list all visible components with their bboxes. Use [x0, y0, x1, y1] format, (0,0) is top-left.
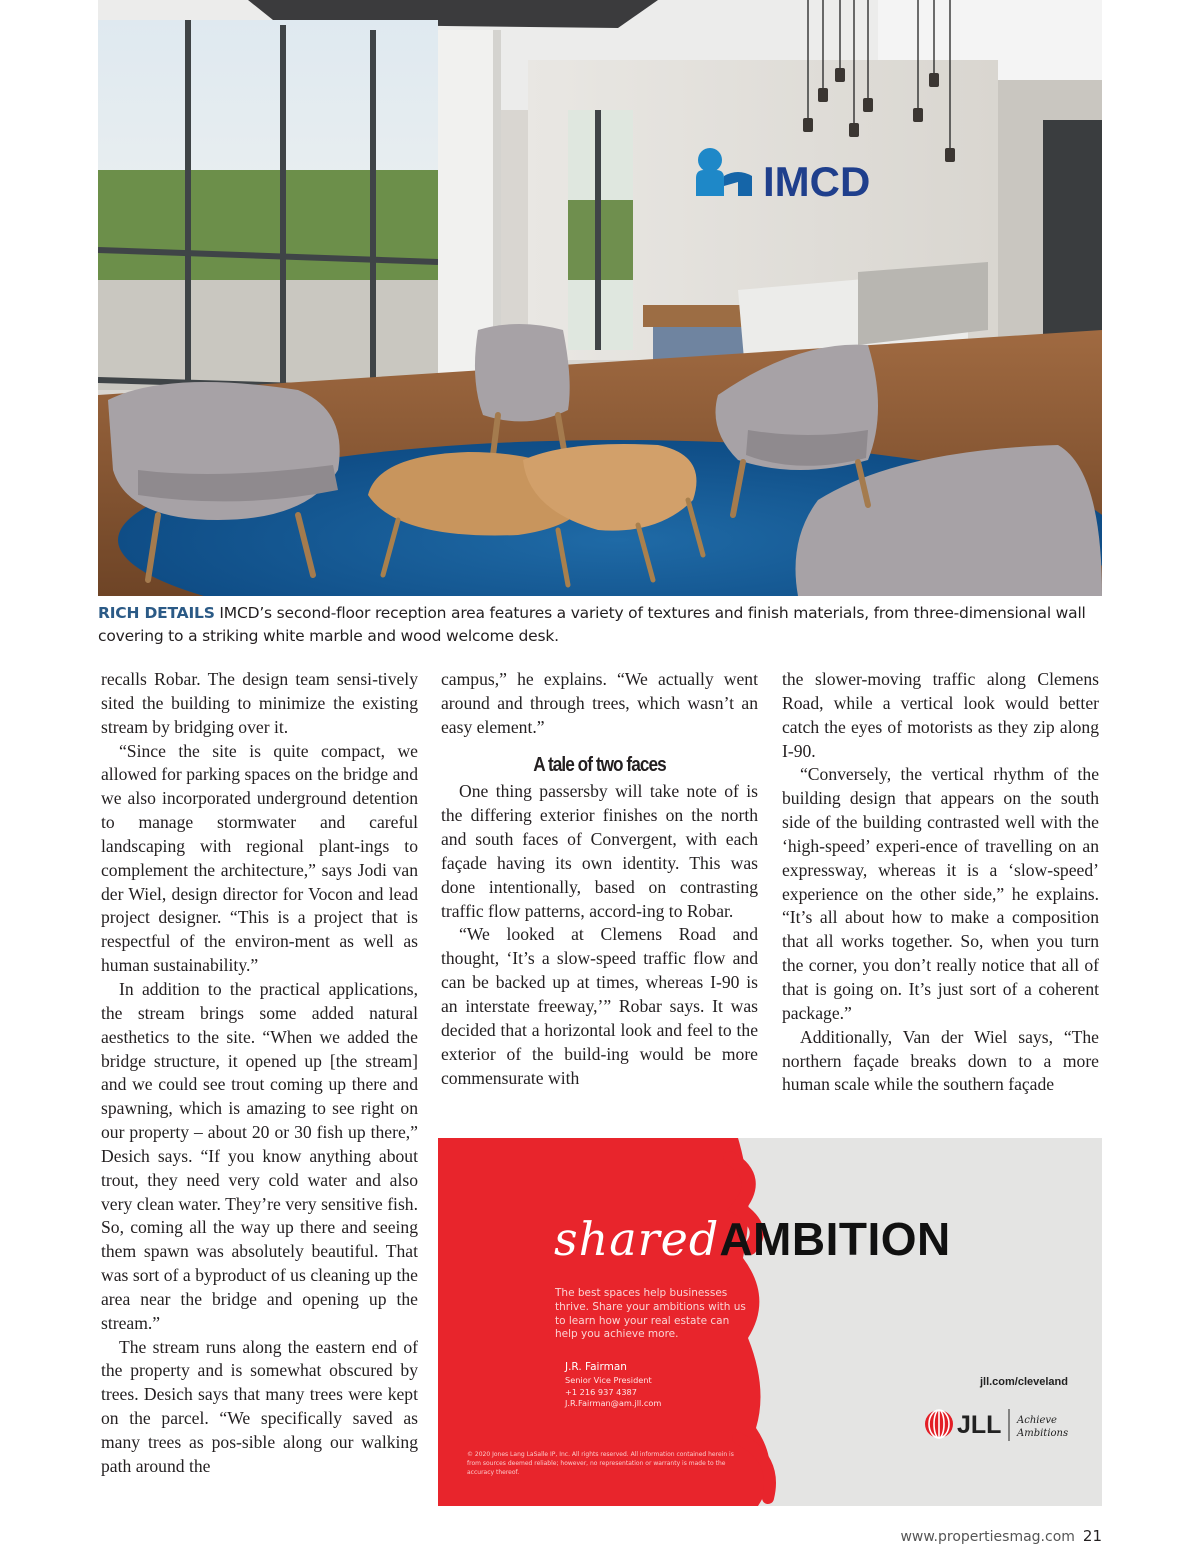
paragraph: recalls Robar. The design team sensi-tively sited the building to minimize the existing stream by bridging over it.	[101, 669, 418, 737]
section-subhead: A tale of two faces	[533, 753, 666, 776]
article-column-2	[441, 668, 758, 1090]
ad-legal-text: © 2020 Jones Lang LaSalle IP, Inc. All rights reserved. All information contained herein is from sources deemed reliable; however, no representation or warranty is made to the accuracy thereof.	[467, 1451, 734, 1476]
paragraph: “Since the site is quite compact, we allowed for parking spaces on the bridge and we also incorporated underground detention to manage stormwater and careful landscaping with regional plant-ings to complement the architecture,” says Jodi van der Wiel, design director for Vocon and lead project designer. “This is a project that is respectful of the environ-ment as well as human sustainability.”	[101, 740, 418, 976]
ad-contact-block	[565, 1360, 661, 1410]
jll-logo	[923, 1403, 1083, 1445]
paragraph: Additionally, Van der Wiel says, “The northern façade breaks down to a more human scale while the southern façade	[782, 1026, 1099, 1095]
ad-headline	[554, 1212, 951, 1266]
article-column-3	[782, 668, 1099, 1097]
paragraph: The stream runs along the eastern end of the property and is somewhat obscured by trees. Desich says that many trees were kept on the parcel. “We specifically saved as many trees as pos-sible along our walking path around the	[101, 1336, 418, 1476]
jll-wordmark: JLL	[957, 1411, 1002, 1439]
paragraph: “We looked at Clemens Road and thought, ‘It’s a slow-speed traffic flow and can be backed up at times, whereas I-90 is an interstate freeway,’” Robar says. It was decided that a horizontal look and feel to the exterior of the build-ing would be more commensurate with	[441, 924, 758, 1088]
page-footer	[900, 1527, 1102, 1545]
photo-caption	[98, 602, 1102, 648]
ad-website-link[interactable]: jll.com/cleveland	[979, 1376, 1068, 1388]
imcd-sign-text: IMCD	[763, 158, 871, 205]
caption-label: RICH DETAILS	[98, 604, 215, 622]
jll-advertisement	[438, 1138, 1102, 1506]
contact-email[interactable]: J.R.Fairman@am.jll.com	[565, 1398, 662, 1409]
page-number: 21	[1082, 1527, 1102, 1545]
paragraph: the slower-moving traffic along Clemens Road, while a vertical look would better catch the eyes of motorists as they zip along I-90.	[782, 669, 1099, 761]
ad-body-text: The best spaces help businesses thrive. Share your ambitions with us to learn how your real estate can help you achieve more.	[555, 1287, 746, 1341]
ad-headline-script: shared	[554, 1212, 720, 1266]
paragraph: One thing passersby will take note of is the differing exterior finishes on the north and south faces of Convergent, with each façade having its own identity. This was done intentionally, based on contrasting traffic flow patterns, accord-ing to Robar.	[441, 781, 758, 921]
jll-tagline-line1: Achieve	[1017, 1415, 1057, 1426]
paragraph: “Conversely, the vertical rhythm of the building design that appears on the south side of the building contrasted well with the ‘high-speed’ experi-ence of travelling on an expressway, whereas it is a ‘slow-speed’ experience on the other side,” he explains. “It’s all about how to make a composition that all works together. So, when you turn the corner, you don’t really notice that all of that is going on. It’s just sort of a coherent package.”	[782, 764, 1099, 1023]
article-column-1	[101, 668, 418, 1479]
ad-headline-bold: AMBITION	[719, 1213, 951, 1265]
hero-photo	[98, 0, 1102, 596]
paragraph: In addition to the practical applications, the stream brings some added natural aesthetics to the site. “When we added the bridge structure, it opened up [the stream] and we could see trout coming up there and spawning, which is amazing to see right on our property – about 20 or 30 fish up there,” Desich says. “If you know anything about trout, they need very cold water and also very clean water. They’re very sensitive fish. So, coming all the way up there and seeing them spawn was absolutely beautiful. That was sort of a byproduct of us cleaning up the area near the bridge and opening up the stream.”	[101, 978, 418, 1333]
contact-name: J.R. Fairman	[565, 1361, 627, 1373]
reception-area-photo	[98, 0, 1102, 596]
contact-phone[interactable]: +1 216 937 4387	[565, 1386, 637, 1397]
footer-website[interactable]: www.propertiesmag.com	[900, 1529, 1075, 1545]
jll-emblem-icon	[925, 1410, 953, 1438]
jll-tagline-line2: Ambitions	[1017, 1428, 1069, 1439]
paragraph: campus,” he explains. “We actually went around and through trees, which wasn’t an easy element.”	[441, 669, 758, 737]
contact-title: Senior Vice President	[565, 1375, 652, 1385]
caption-text: IMCD’s second-floor reception area features a variety of textures and finish materials, from three-dimensional wall covering to a striking white marble and wood welcome desk.	[98, 604, 1086, 645]
